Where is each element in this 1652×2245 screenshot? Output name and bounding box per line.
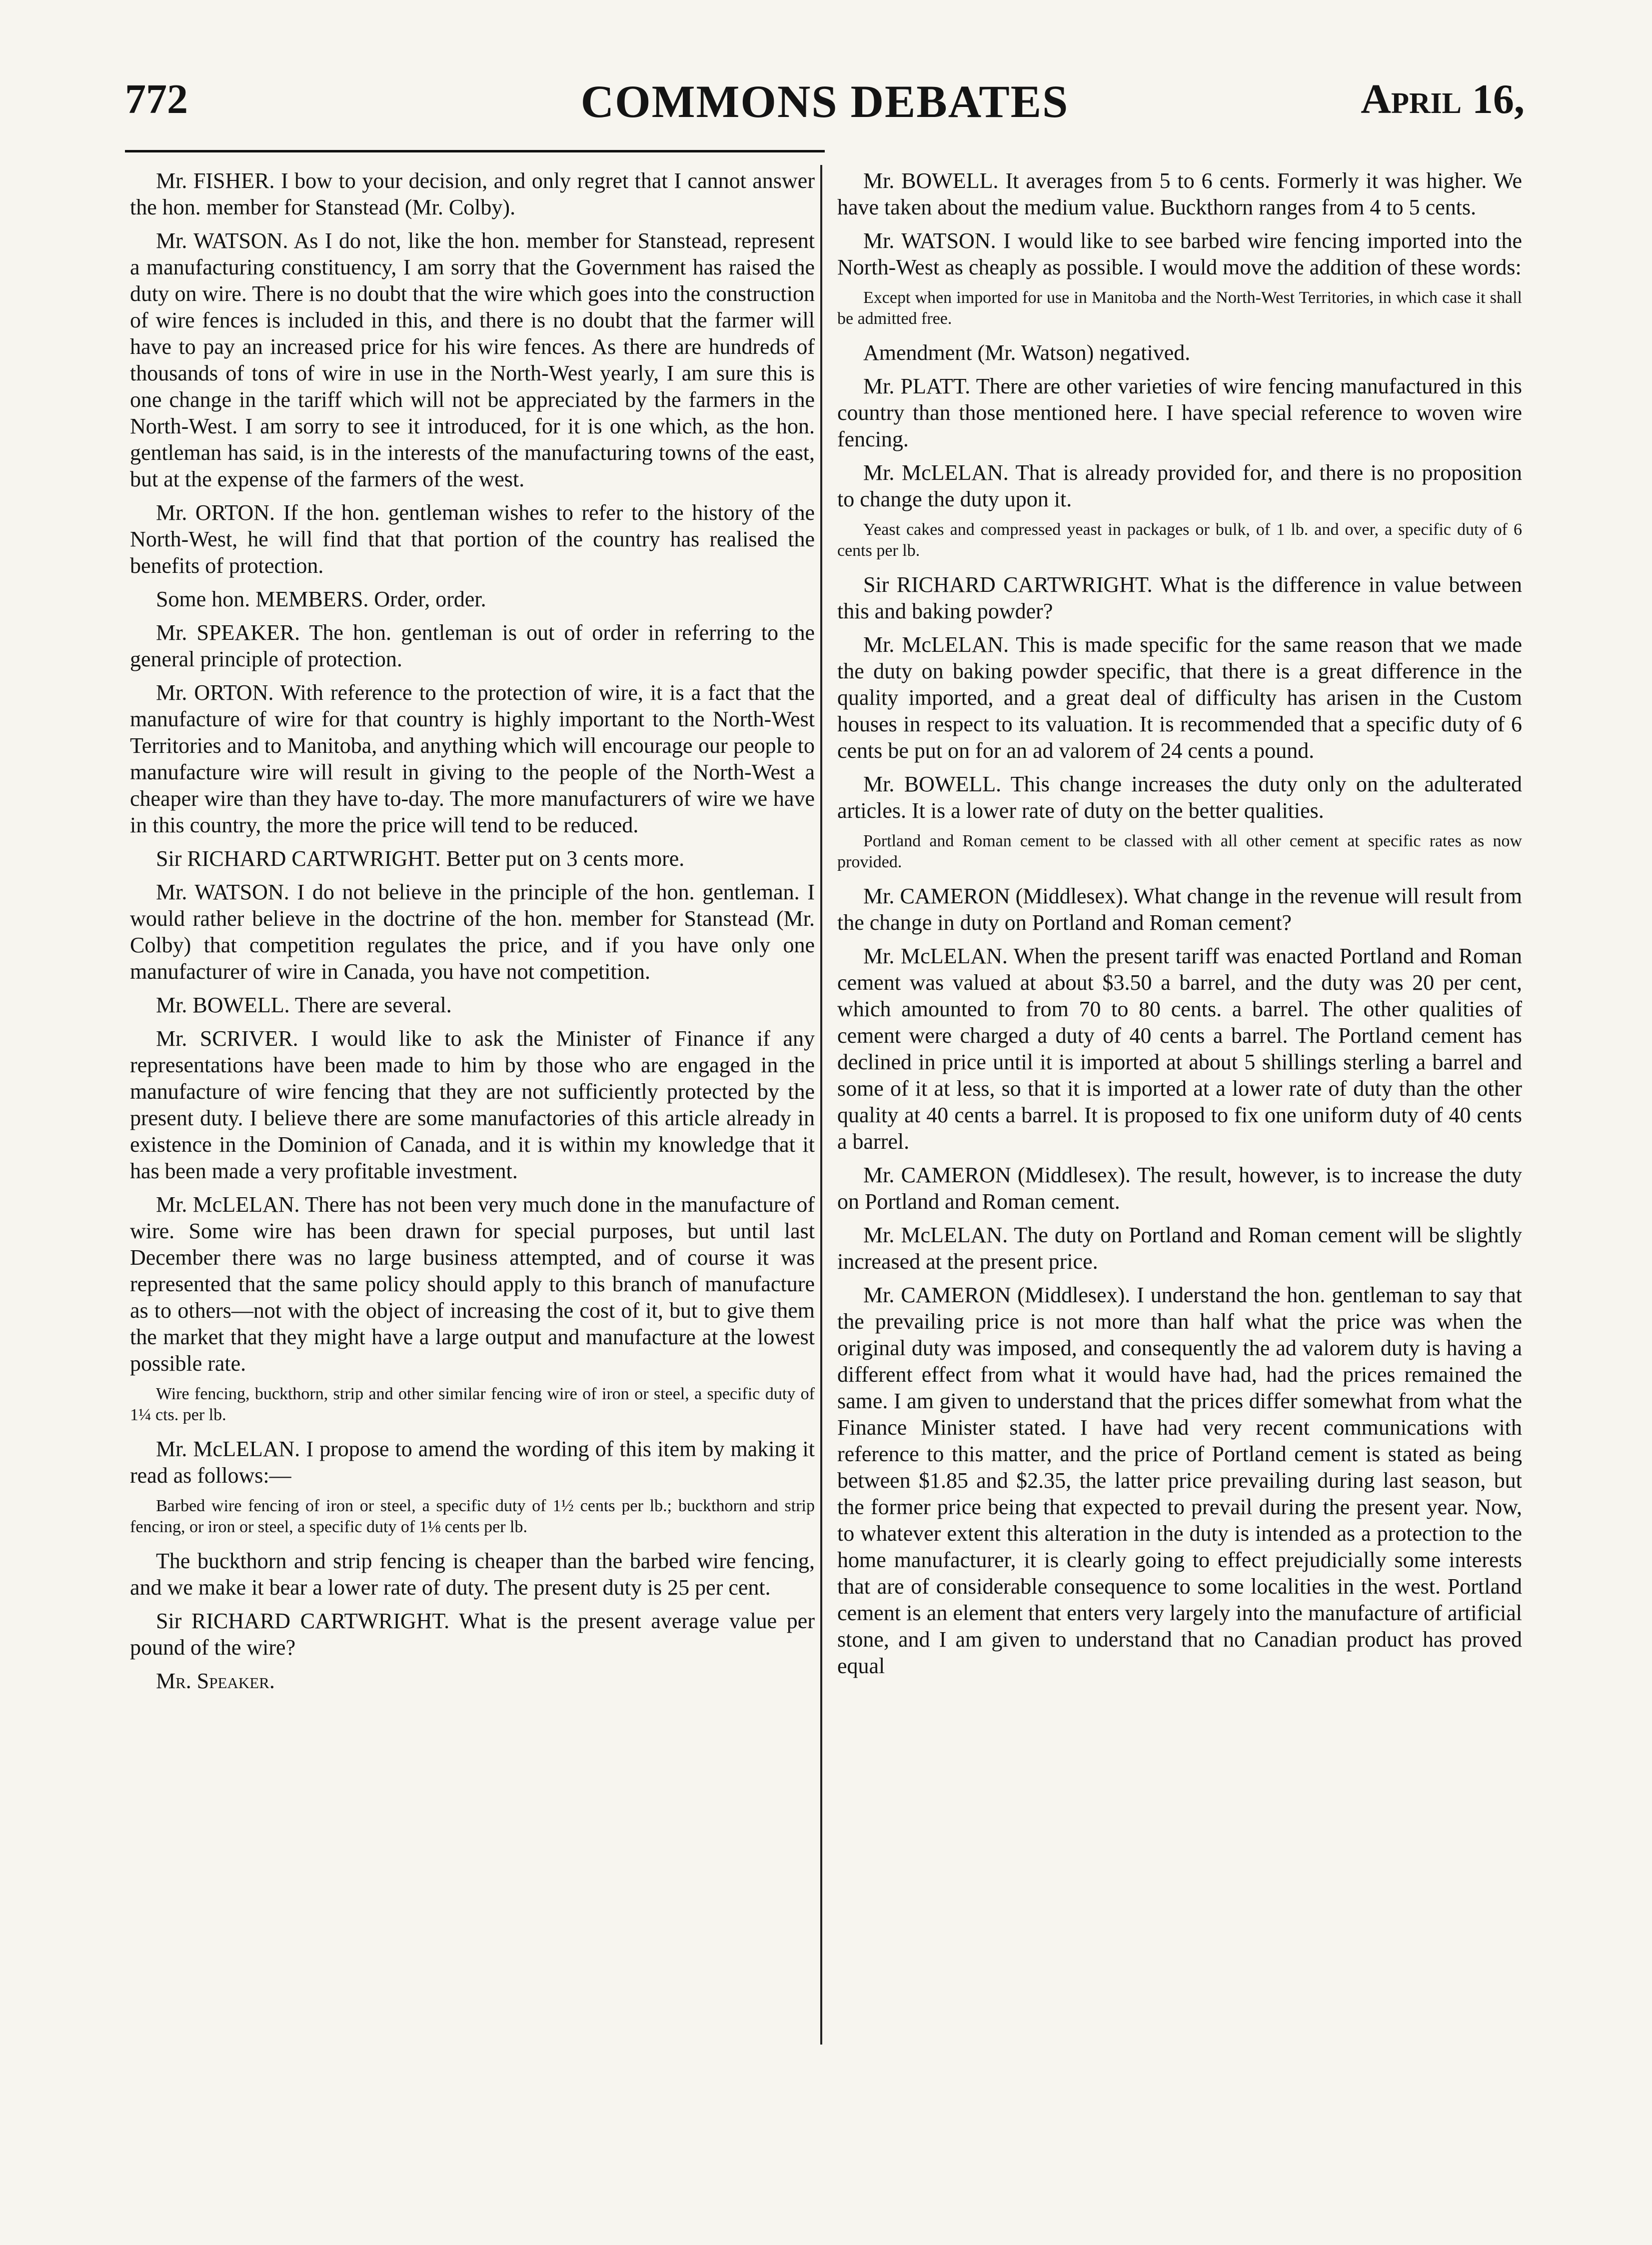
speaker-name: Mr. WATSON. bbox=[863, 228, 996, 253]
speech-text: The buckthorn and strip fencing is cheaper than the barbed wire fencing, and we make it bear a lower rate of duty. The present duty is 25 per cent. bbox=[130, 1549, 815, 1600]
speech-text: Wire fencing, buckthorn, strip and other similar fencing wire of iron or steel, a specific duty of 1¼ cts. per lb. bbox=[130, 1385, 815, 1424]
continuation-speaker bbox=[130, 1668, 815, 1694]
speech-text: I would like to ask the Minister of Finance if any representations have been made to him by those who are engaged in the manufacture of wire fencing that they are not sufficiently protected by the present duty. I believe there are some manufactories of this article already in existence in the Dominion of Canada, and it is within my knowledge that it has been made a very profitable investment. bbox=[130, 1026, 815, 1183]
speech-paragraph bbox=[130, 992, 815, 1018]
speaker-name: Sir RICHARD CARTWRIGHT. bbox=[156, 1609, 450, 1633]
speech-paragraph bbox=[130, 227, 815, 492]
speech-text: This is made specific for the same reason that we made the duty on baking powder specific, that there is a great difference in the quality imported, and a great deal of difficulty has arisen in the Custom houses in respect to its valuation. It is recommended that a specific duty of 6 cents be put on for an ad valorem of 24 cents a pound. bbox=[837, 632, 1522, 763]
date-day: 16, bbox=[1472, 76, 1525, 122]
speaker-name: Mr. WATSON. bbox=[156, 880, 289, 904]
speech-paragraph bbox=[130, 1548, 815, 1601]
speech-text: The hon. gentleman is out of order in referring to the general principle of protection. bbox=[130, 620, 815, 671]
speech-text: It averages from 5 to 6 cents. Formerly it was higher. We have taken about the medium value. Buckthorn ranges from 4 to 5 cents. bbox=[837, 168, 1522, 219]
speech-text: Barbed wire fencing of iron or steel, a specific duty of 1½ cents per lb.; buckthorn and strip fencing, or iron or steel, a specific duty of 1⅛ cents per lb. bbox=[130, 1497, 815, 1536]
date-month: April bbox=[1361, 76, 1462, 122]
speech-paragraph bbox=[837, 631, 1522, 764]
column-divider bbox=[820, 165, 822, 2045]
speech-text: I understand the hon. gentleman to say that the prevailing price is not more than half what the price was when the original duty was imposed, and consequently the ad valorem duty is having a different effect from what it would have had, had the prices remained the same. I am given to understand that the prices differ somewhat from what the Finance Minister stated. I have had very recent communications with reference to this matter, and the price of Portland cement is stated as being between $1.85 and $2.35, the latter price prevailing during last season, but the former price being that expected to prevail during the present year. Now, to whatever extent this alteration in the duty is intended as a protection to the home manufacturer, it is clearly going to effect prejudicially some interests that are of considerable consequence to some localities in the west. Portland cement is an element that enters very largely into the manufacture of artificial stone, and I am given to understand that no Canadian product has proved equal bbox=[837, 1283, 1523, 1678]
speech-text: Portland and Roman cement to be classed with all other cement at specific rates as now provided. bbox=[837, 832, 1522, 871]
speech-paragraph bbox=[130, 1608, 815, 1661]
speaker-name: Sir RICHARD CARTWRIGHT. bbox=[863, 572, 1153, 597]
speech-text: What change in the revenue will result from the change in duty on Portland and Roman cement? bbox=[837, 884, 1522, 935]
speech-text: The duty on Portland and Roman cement will be slightly increased at the present price. bbox=[837, 1223, 1522, 1274]
speech-paragraph bbox=[837, 167, 1522, 220]
speech-text: I would like to see barbed wire fencing imported into the North-West as cheaply as possible. I would move the addition of these words: bbox=[837, 228, 1522, 279]
speech-paragraph bbox=[130, 1191, 815, 1377]
speaker-name: Mr. McLELAN. bbox=[863, 944, 1008, 968]
speech-text: Order, order. bbox=[374, 587, 486, 611]
publication-title: COMMONS DEBATES bbox=[580, 76, 1069, 127]
tariff-item bbox=[837, 831, 1522, 873]
speech-paragraph bbox=[130, 679, 815, 838]
speaker-name: Mr. ORTON. bbox=[156, 500, 275, 525]
speech-paragraph bbox=[837, 1222, 1522, 1275]
speech-text: Mr. Speaker. bbox=[156, 1669, 275, 1693]
speaker-name: Mr. CAMERON (Middlesex). bbox=[863, 1283, 1131, 1307]
speech-paragraph bbox=[130, 167, 815, 220]
speaker-name: Mr. SPEAKER. bbox=[156, 620, 300, 645]
speech-text: There are other varieties of wire fencing manufactured in this country than those mentioned here. I have special reference to woven wire fencing. bbox=[837, 374, 1522, 451]
speaker-name: Mr. McLELAN. bbox=[156, 1437, 300, 1461]
speech-text: With reference to the protection of wire, it is a fact that the manufacture of wire for that country is highly important to the North-West Territories and to Manitoba, and anything which will encourage our people to manufacture wire will result in giving to the people of the North-West a cheaper wire than they have to-day. The more manufacturers of wire we have in this country, the more the price will tend to be reduced. bbox=[130, 680, 815, 837]
speech-text: Amendment (Mr. Watson) negatived. bbox=[863, 340, 1191, 365]
speech-paragraph bbox=[130, 1025, 815, 1184]
page-header bbox=[125, 75, 1525, 135]
speech-paragraph bbox=[130, 879, 815, 985]
speech-paragraph bbox=[837, 771, 1522, 824]
speaker-name: Mr. CAMERON (Middlesex). bbox=[863, 884, 1129, 908]
speech-text: What is the present average value per pound of the wire? bbox=[130, 1609, 815, 1660]
speaker-name: Mr. ORTON. bbox=[156, 680, 274, 705]
speaker-name: Mr. BOWELL. bbox=[863, 168, 999, 193]
speech-text: What is the difference in value between this and baking powder? bbox=[837, 572, 1522, 623]
speaker-name: Mr. McLELAN. bbox=[863, 632, 1009, 657]
speech-paragraph bbox=[130, 845, 815, 872]
speech-text: This change increases the duty only on the adulterated articles. It is a lower rate of duty on the better qualities. bbox=[837, 772, 1522, 823]
speaker-name: Mr. SCRIVER. bbox=[156, 1026, 298, 1051]
speech-text: If the hon. gentleman wishes to refer to the history of the North-West, he will find that that portion of the country has realised the benefits of protection. bbox=[130, 500, 815, 578]
speech-text: When the present tariff was enacted Portland and Roman cement was valued at about $3.50 a barrel, and the duty was 20 per cent, which amounted to from 70 to 80 cents. a barrel. The other qualities of cement were charged a duty of 40 cents a barrel. The Portland cement has declined in price until it is imported at about 5 shillings sterling a barrel and some of it at less, so that it is imported at a lower rate of duty than the other quality at 40 cents a barrel. It is proposed to fix one uniform duty of 40 cents a barrel. bbox=[837, 944, 1522, 1154]
speech-paragraph bbox=[130, 1436, 815, 1489]
speech-text: The result, however, is to increase the duty on Portland and Roman cement. bbox=[837, 1163, 1522, 1214]
speech-paragraph bbox=[837, 943, 1522, 1155]
speech-text: As I do not, like the hon. member for Stanstead, represent a manufacturing constituency, I am sorry that the Government has raised the duty on wire. There is no doubt that the wire which goes into the construction of wire fences is included in this, and there is no doubt that the farmer will have to pay an increased price for his wire fences. As there are hundreds of thousands of tons of wire in use in the North-West yearly, I am sure this is one change in the tariff which will not be appreciated by the farmers in the North-West. I am sorry to see it introduced, for it is one which, as the hon. gentleman has said, is in the interests of the manufacturing towns of the east, but at the expense of the farmers of the west. bbox=[130, 228, 815, 491]
speaker-name: Mr. CAMERON (Middlesex). bbox=[863, 1163, 1131, 1187]
speech-paragraph bbox=[837, 227, 1522, 280]
speech-paragraph bbox=[837, 1282, 1522, 1679]
tariff-item bbox=[130, 1496, 815, 1538]
speech-paragraph bbox=[837, 459, 1522, 512]
tariff-item bbox=[837, 519, 1522, 561]
speech-paragraph bbox=[837, 339, 1522, 366]
speaker-name: Mr. FISHER. bbox=[156, 168, 275, 193]
speaker-name: Mr. WATSON. bbox=[156, 228, 288, 253]
speech-text: That is already provided for, and there is no proposition to change the duty upon it. bbox=[837, 460, 1522, 511]
page-date bbox=[1361, 75, 1525, 123]
speech-text: I do not believe in the principle of the hon. gentleman. I would rather believe in the doctrine of the hon. member for Stanstead (Mr. Colby) that competition regulates the price, and if you have only one manufacturer of wire in Canada, you have not competition. bbox=[130, 880, 815, 984]
speaker-name: Mr. McLELAN. bbox=[863, 1223, 1008, 1247]
speaker-name: Some hon. MEMBERS. bbox=[156, 587, 369, 611]
speech-text: There has not been very much done in the manufacture of wire. Some wire has been drawn for special purposes, but until last December there was no large business attempted, and of course it was represented that the same policy should apply to this branch of manufacture as to others—not with the object of increasing the cost of it, but to give them the market that they might have a large output and manufacture at the lowest possible rate. bbox=[130, 1192, 815, 1376]
header-rule bbox=[125, 150, 825, 152]
page-number: 772 bbox=[125, 76, 188, 122]
speech-text: I bow to your decision, and only regret that I cannot answer the hon. member for Stanstead (Mr. Colby). bbox=[130, 168, 815, 219]
speech-paragraph bbox=[837, 571, 1522, 624]
speech-paragraph bbox=[837, 373, 1522, 452]
speaker-name: Mr. BOWELL. bbox=[863, 772, 1002, 796]
tariff-item bbox=[130, 1384, 815, 1426]
left-column bbox=[130, 167, 815, 1701]
speaker-name: Mr. BOWELL. bbox=[156, 993, 290, 1017]
speech-text: Better put on 3 cents more. bbox=[446, 846, 685, 871]
right-column bbox=[837, 167, 1522, 1686]
speech-paragraph bbox=[130, 619, 815, 672]
speaker-name: Sir RICHARD CARTWRIGHT. bbox=[156, 846, 441, 871]
speech-text: Except when imported for use in Manitoba and the North-West Territories, in which case it shall be admitted free. bbox=[837, 288, 1522, 328]
speaker-name: Mr. McLELAN. bbox=[156, 1192, 300, 1217]
speech-text: I propose to amend the wording of this item by making it read as follows:— bbox=[130, 1437, 815, 1488]
speech-paragraph bbox=[130, 586, 815, 612]
speaker-name: Mr. PLATT. bbox=[863, 374, 971, 398]
speech-paragraph bbox=[837, 1162, 1522, 1215]
speaker-name: Mr. McLELAN. bbox=[863, 460, 1009, 485]
speech-paragraph bbox=[837, 883, 1522, 936]
tariff-item bbox=[837, 287, 1522, 329]
speech-text: Yeast cakes and compressed yeast in packages or bulk, of 1 lb. and over, a specific duty of 6 cents per lb. bbox=[837, 520, 1522, 560]
speech-paragraph bbox=[130, 499, 815, 579]
speech-text: There are several. bbox=[294, 993, 452, 1017]
